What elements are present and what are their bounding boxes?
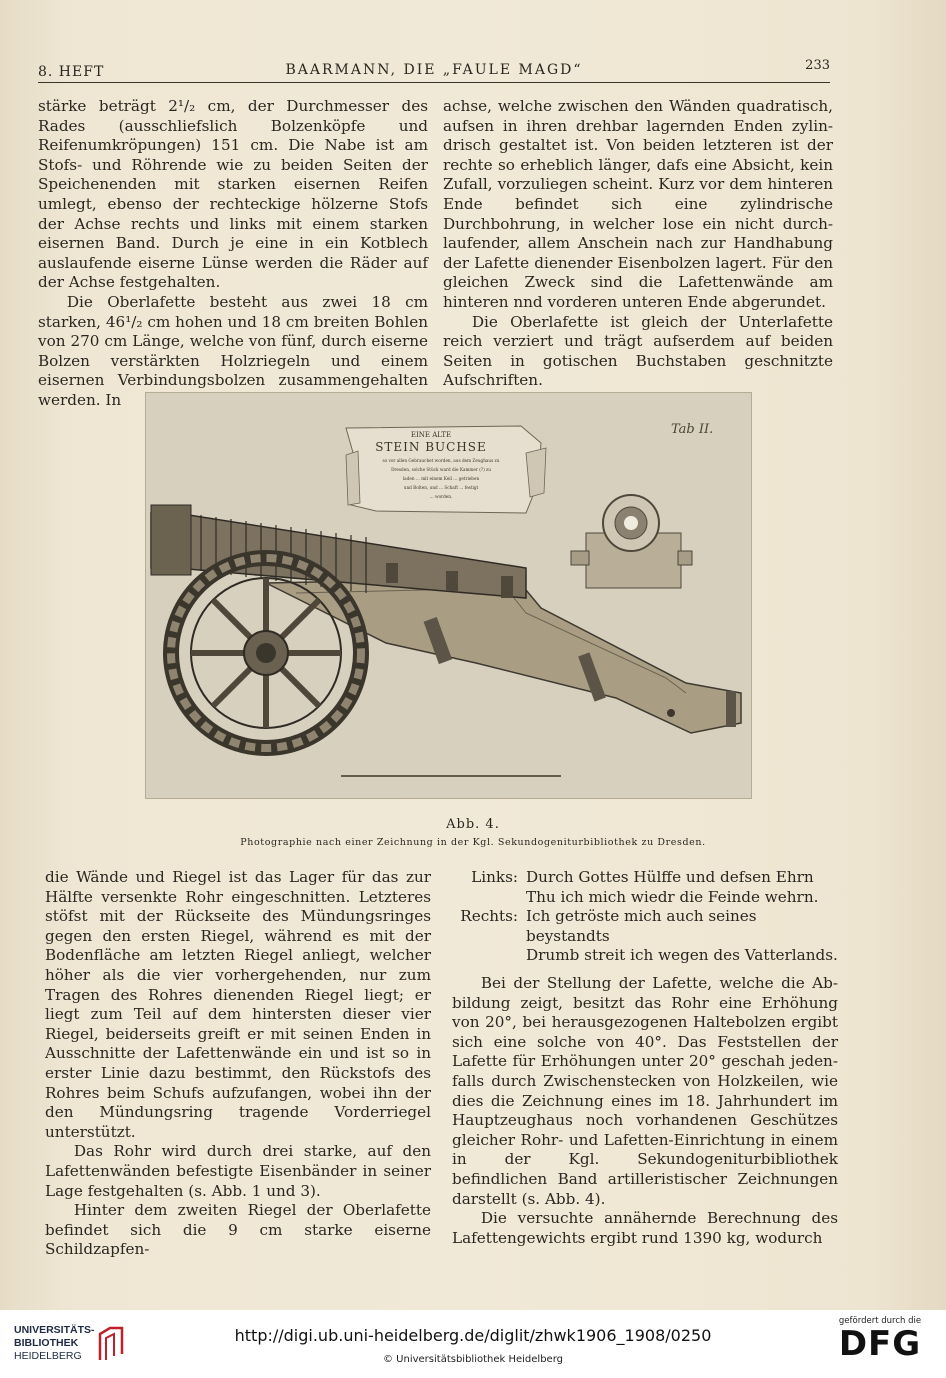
inscription-line: Ich getröste mich auch seines beystandts — [526, 907, 757, 945]
running-header — [38, 58, 830, 82]
banner-title: STEIN BUCHSE — [375, 440, 487, 454]
logo-line: HEIDELBERG — [14, 1350, 82, 1362]
logo-line: BIBLIOTHEK — [14, 1337, 79, 1349]
banner-line: so vor allen Gebrauchet worden, aus dem Zeughaus zu — [382, 458, 500, 463]
paragraph: Hinter dem zweiten Riegel der Oberlafette befindet sich die 9 cm starke eiserne Schildzapfen- — [45, 1201, 431, 1259]
header-rule — [38, 82, 830, 83]
paragraph: stärke beträgt 2¹/₂ cm, der Durchmesser des Rades (ausschliefslich Bolzenköpfe und Reifenumkröpungen) 151 cm. Die Nabe ist am Stofs- und Röhrende wie zu beiden Seiten der Speichenenden mit starken eisernen Reifen umlegt, ebenso der rechteckige hölzerne Stofs der Achse rechts und links mit einem starken eisernen Band. Durch je eine in ein Kotblech auslaufende eiserne Lünse werden die Räder auf der Achse festgehalten. — [38, 97, 428, 292]
cannon-plate-figure — [145, 392, 752, 799]
column-top-right — [443, 97, 833, 391]
copyright: © Universitätsbibliothek Heidelberg — [382, 1354, 563, 1365]
banner-line: und Bolten, und ... Schaft ... festigt — [403, 485, 479, 490]
column-bottom-left — [45, 868, 431, 1260]
figure-label: Abb. 4. — [446, 817, 500, 832]
dfg-logo[interactable] — [830, 1316, 930, 1362]
paragraph: die Wände und Riegel ist das Lager für das zur Hälfte versenkte Rohr eingeschnitten. Letzteres stöfst mit der Rückseite des Mündungsringes gegen den ersten Riegel, während es mit der Bodenfläche am letzten Riegel anliegt, welcher höher als die vier vorhergehenden, nur zum Tragen des Rohres dienenden Riegel liegt; er liegt zum Teil auf dem hintersten dieser vier Riegel, beiderseits greift er mit seinen Enden in Ausschnitte der Lafettenwände ein und ist so in erster Linie dazu bestimmt, den Rückstofs des Rohres beim Schufs aufzufangen, wobei ihn der den Mündungsring tragende Vorderriegel unterstützt. — [45, 868, 431, 1141]
inscription-line: Durch Gottes Hülffe und defsen Ehrn — [526, 868, 814, 886]
running-title: BAARMANN, DIE „FAULE MAGD“ — [285, 62, 583, 78]
permalink[interactable]: http://digi.ub.uni-heidelberg.de/diglit/zhwk1906_1908/0250 — [234, 1326, 712, 1345]
inscription-label: Rechts: — [460, 907, 518, 926]
column-top-left — [38, 97, 428, 411]
inscription-right — [452, 907, 838, 946]
logo-line: UNIVERSITÄTS- — [14, 1324, 95, 1336]
digitization-footer — [0, 1310, 946, 1378]
banner-line: ... worden. — [429, 494, 453, 499]
inscription-label: Links: — [471, 868, 518, 886]
banner-subtitle: EINE ALTE — [410, 431, 452, 439]
paragraph: Die versuchte annähernde Berechnung des Lafettengewichts ergibt rund 1390 kg, wodurch — [452, 1209, 838, 1247]
dfg-wordmark: DFG — [838, 1324, 922, 1364]
inscription-left — [452, 868, 838, 888]
page-number: 233 — [805, 58, 830, 73]
column-bottom-right — [452, 868, 838, 1248]
banner-line: laden ... mit einem Keil ... getrieben — [402, 476, 480, 481]
paragraph: achse, welche zwischen den Wänden quadratisch, aufsen in ihren drehbar lagernden Enden zylindrisch gestaltet ist. Von beiden letzteren ist der rechte so erheblich länger, dafs eine Absicht, kein Zufall, vorzuliegen scheint. Kurz vor dem hinteren Ende befindet sich eine zylindrische Durchbohrung, in welcher lose ein nicht durchlaufender, allem Anschein nach zur Handhabung der Lafette dienender Eisenbolzen lagert. Für den gleichen Zweck sind die Lafettenwände am hinteren nnd vorderen unteren Ende abgerundet. — [443, 97, 833, 311]
issue-label: 8. HEFT — [38, 64, 105, 80]
plate-mark: Tab II. — [671, 422, 714, 437]
paragraph: Die Oberlafette ist gleich der Unterlafette reich verziert und trägt aufserdem auf beiden Seiten in gotischen Buchstaben geschnitzte Aufschriften. — [443, 312, 833, 390]
wheel — [171, 558, 361, 748]
funded-by-label: gefördert durch die — [838, 1316, 922, 1326]
paragraph: Das Rohr wird durch drei starke, auf den Lafettenwänden befestigte Eisenbänder in seiner Lage festgehalten (s. Abb. 1 und 3). — [45, 1142, 431, 1200]
figure-caption: Photographie nach einer Zeichnung in der Kgl. Sekundogeniturbibliothek zu Dresden. — [240, 837, 706, 848]
inscription-line: Thu ich mich wiedr die Feinde wehrn. — [526, 887, 819, 906]
paragraph: Die Oberlafette besteht aus zwei 18 cm starken, 46¹/₂ cm hohen und 18 cm breiten Bohlen von 270 cm Länge, welche von fünf, durch eiserne Bolzen verstärkten Holzriegeln und einem eisernen Verbindungsbolzen zusammengehalten werden. In — [38, 292, 428, 409]
banner-line: Dresden, solche Stück ward die Kammer (?) zu — [391, 467, 491, 472]
inscription-line: Drumb streit ich wegen des Vatterlands. — [526, 946, 838, 965]
paragraph: Bei der Stellung der Lafette, welche die Abbildung zeigt, besitzt das Rohr eine Erhöhung von 20°, bei herausgezogenen Haltebolzen ergibt sich eine solche von 40°. Das Feststellen der Lafette für Erhöhungen unter 20° geschah jedenfalls durch Zwischenstecken von Holzkeilen, wie dies die Zeichnung eines im 18. Jahrhundert im Hauptzeughaus noch vorhandenen Geschützes gleicher Rohr- und Lafetten-Einrichtung in einem in der Kgl. Sekundogeniturbibliothek befindlichen Band artilleristischer Zeichnungen darstellt (s. Abb. 4). — [452, 973, 838, 1208]
cannon-drawing — [146, 393, 751, 798]
inscription-banner — [346, 426, 546, 513]
